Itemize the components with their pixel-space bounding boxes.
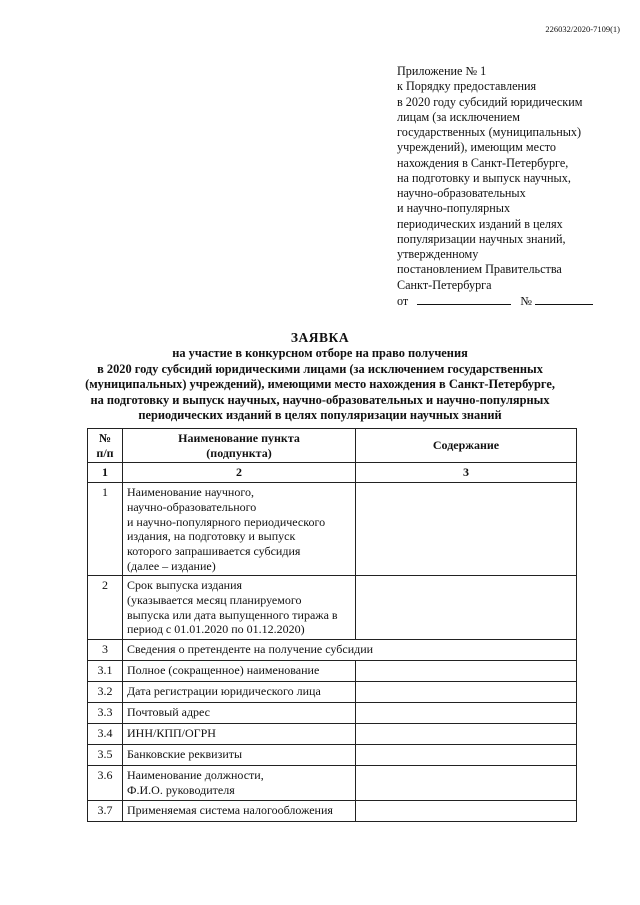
table-row [88, 640, 577, 661]
application-table [87, 428, 577, 822]
row-label-line: Наименование должности, [127, 768, 264, 783]
row-number: 3 [88, 640, 123, 661]
row-number: 3.5 [88, 745, 123, 766]
row-number: 3.6 [88, 766, 123, 801]
application-title [60, 329, 580, 424]
row-label-line: Применяемая система налогообложения [127, 803, 333, 818]
row-label-line: Срок выпуска издания [127, 578, 243, 593]
column-number: 3 [356, 463, 577, 483]
content-cell[interactable] [356, 745, 577, 766]
appendix-line: и научно-популярных [397, 201, 511, 216]
row-number: 3.4 [88, 724, 123, 745]
date-blank [417, 293, 511, 305]
content-cell[interactable] [356, 801, 577, 822]
row-label-line: которого запрашивается субсидия [127, 543, 301, 558]
row-label [123, 682, 356, 703]
row-label-line: Ф.И.О. руководителя [127, 782, 235, 797]
content-cell[interactable] [356, 724, 577, 745]
row-label-line: Полное (сокращенное) наименование [127, 663, 320, 678]
appendix-line: учреждений), имеющим место [397, 140, 556, 155]
row-label [123, 576, 356, 640]
row-label [123, 703, 356, 724]
table-row [88, 661, 577, 682]
row-label-line: Почтовый адрес [127, 705, 211, 720]
content-cell[interactable] [356, 576, 577, 640]
column-number: 1 [88, 463, 123, 483]
row-label-line: и научно-популярного периодического [127, 514, 326, 529]
row-number: 3.2 [88, 682, 123, 703]
title-line: периодических изданий в целях популяризации научных знаний [138, 408, 502, 423]
table-row [88, 483, 577, 576]
row-label-line: научно-образовательного [127, 499, 257, 514]
header-text: Наименование пункта [178, 431, 300, 445]
appendix-line: на подготовку и выпуск научных, [397, 170, 571, 185]
appendix-line: постановлением Правительства [397, 262, 562, 277]
row-label-line: выпуска или дата выпущенного тиража в [127, 607, 338, 622]
appendix-line: периодических изданий в целях [397, 216, 563, 231]
row-label-line: Дата регистрации юридического лица [127, 684, 321, 699]
title-line: в 2020 году субсидий юридическими лицами (за исключением государственных [97, 361, 543, 376]
page-title: ЗАЯВКА [290, 330, 350, 345]
row-label [123, 766, 356, 801]
header-item-name [123, 429, 356, 463]
table-row [88, 682, 577, 703]
row-label-line: (далее – издание) [127, 558, 216, 573]
table-row [88, 576, 577, 640]
row-label-line: период с 01.01.2020 по 01.12.2020) [127, 622, 305, 637]
header-content: Содержание [356, 429, 577, 463]
number-blank [535, 293, 593, 305]
title-line: на участие в конкурсном отборе на право получения [172, 346, 468, 360]
header-text: (подпункта) [206, 445, 272, 460]
row-label-line: Банковские реквизиты [127, 747, 243, 762]
row-label [123, 483, 356, 576]
number-prefix: № [520, 293, 532, 308]
table-row [88, 703, 577, 724]
row-label-line: (указывается месяц планируемого [127, 593, 302, 608]
appendix-line: Санкт-Петербурга [397, 277, 492, 292]
content-cell[interactable] [356, 766, 577, 801]
content-cell[interactable] [356, 682, 577, 703]
header-text: п/п [96, 445, 114, 460]
row-label-line: Наименование научного, [127, 485, 254, 500]
appendix-line: лицам (за исключением [397, 109, 520, 124]
appendix-line: нахождения в Санкт-Петербурге, [397, 155, 569, 170]
row-label [123, 745, 356, 766]
appendix-line: популяризации научных знаний, [397, 231, 566, 246]
appendix-line: государственных (муниципальных) [397, 125, 582, 139]
row-label [123, 661, 356, 682]
row-number: 3.3 [88, 703, 123, 724]
appendix-block [397, 64, 607, 309]
content-cell[interactable] [356, 661, 577, 682]
row-label [123, 724, 356, 745]
row-label-line: ИНН/КПП/ОГРН [127, 726, 216, 741]
row-label-line: издания, на подготовку и выпуск [127, 529, 296, 544]
appendix-line: Приложение № 1 [397, 64, 487, 78]
row-number: 2 [88, 576, 123, 640]
date-number-line [397, 293, 607, 309]
table-row [88, 801, 577, 822]
content-cell[interactable] [356, 483, 577, 576]
row-number: 3.1 [88, 661, 123, 682]
content-cell[interactable] [356, 703, 577, 724]
row-label [123, 801, 356, 822]
column-number-row [88, 463, 577, 483]
table-header-row [88, 429, 577, 463]
row-number: 3.7 [88, 801, 123, 822]
appendix-line: в 2020 году субсидий юридическим [397, 94, 583, 109]
title-line: на подготовку и выпуск научных, научно-образовательных и научно-популярных [90, 392, 550, 407]
date-prefix: от [397, 293, 409, 308]
title-line: (муниципальных) учреждений), имеющими место нахождения в Санкт-Петербурге, [85, 377, 555, 392]
appendix-line: к Порядку предоставления [397, 79, 537, 94]
appendix-line: научно-образовательных [397, 186, 526, 200]
column-number: 2 [123, 463, 356, 483]
appendix-line: утвержденному [397, 247, 479, 261]
table-row [88, 745, 577, 766]
row-number: 1 [88, 483, 123, 576]
table-row [88, 724, 577, 745]
row-label-line: Сведения о претенденте на получение субсидии [127, 642, 374, 657]
header-text: № [98, 431, 112, 445]
document-id: 226032/2020-7109(1) [545, 24, 620, 34]
section-label [123, 640, 577, 661]
header-number [88, 429, 123, 463]
table-row [88, 766, 577, 801]
